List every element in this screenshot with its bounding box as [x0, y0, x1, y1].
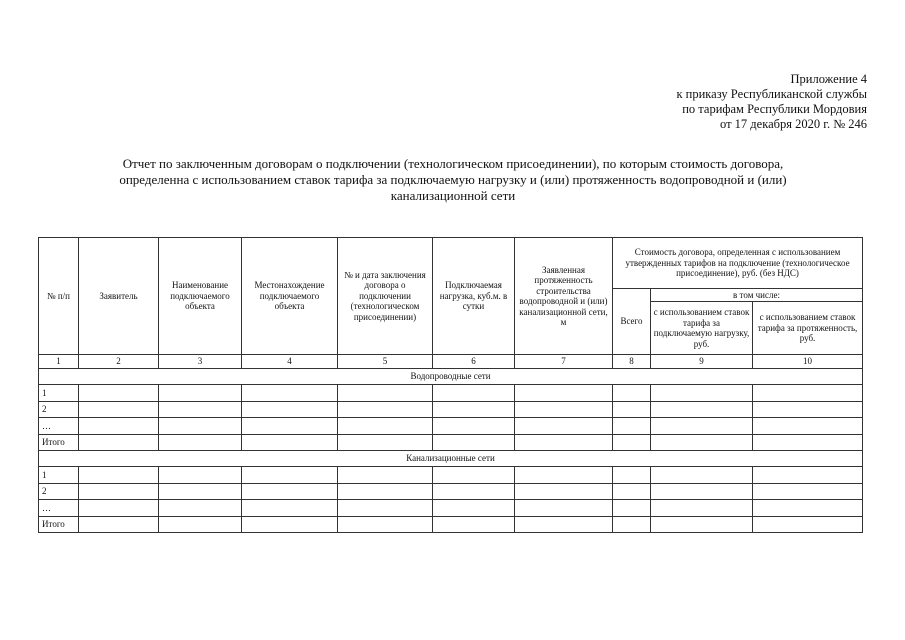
row-label: 2: [39, 483, 79, 500]
empty-cell: [753, 516, 863, 533]
document-header: [676, 72, 867, 132]
empty-cell: [338, 483, 433, 500]
empty-cell: [242, 434, 338, 451]
empty-cell: [79, 467, 159, 484]
empty-cell: [515, 467, 613, 484]
table-row: [39, 434, 863, 451]
table-row: [39, 516, 863, 533]
empty-cell: [242, 418, 338, 435]
empty-cell: [753, 385, 863, 402]
empty-cell: [753, 467, 863, 484]
empty-cell: [338, 385, 433, 402]
header-contract-cost: Стоимость договора, определенная с использованием утвержденных тарифов на подключение (технологическое присоединение), руб. (без НДС): [613, 238, 863, 289]
empty-cell: [613, 418, 651, 435]
table-row: [39, 500, 863, 517]
empty-cell: [753, 483, 863, 500]
empty-cell: [242, 401, 338, 418]
report-title: [40, 156, 866, 204]
empty-cell: [159, 401, 242, 418]
header-connected-load: Подключаемая нагрузка, куб.м. в сутки: [433, 238, 515, 355]
table-row: [39, 401, 863, 418]
empty-cell: [242, 467, 338, 484]
header-object-location: Местонахождение подключаемого объекта: [242, 238, 338, 355]
empty-cell: [515, 516, 613, 533]
header-applicant: Заявитель: [79, 238, 159, 355]
row-label: …: [39, 418, 79, 435]
empty-cell: [651, 385, 753, 402]
empty-cell: [79, 516, 159, 533]
empty-cell: [515, 385, 613, 402]
column-number: 1: [39, 355, 79, 369]
empty-cell: [79, 418, 159, 435]
column-number: 3: [159, 355, 242, 369]
empty-cell: [515, 434, 613, 451]
empty-cell: [433, 500, 515, 517]
empty-cell: [613, 401, 651, 418]
empty-cell: [338, 500, 433, 517]
empty-cell: [338, 434, 433, 451]
section-title: Канализационные сети: [39, 451, 863, 467]
column-number: 2: [79, 355, 159, 369]
empty-cell: [338, 401, 433, 418]
order-date-number: от 17 декабря 2020 г. № 246: [719, 117, 867, 131]
empty-cell: [242, 483, 338, 500]
empty-cell: [433, 418, 515, 435]
empty-cell: [338, 467, 433, 484]
report-title-line: Отчет по заключенным договорам о подключении (технологическом присоединении), по которым стоимость договора,: [122, 156, 784, 171]
section-header-row: [39, 369, 863, 385]
empty-cell: [613, 500, 651, 517]
table-row: [39, 483, 863, 500]
empty-cell: [79, 500, 159, 517]
empty-cell: [159, 467, 242, 484]
empty-cell: [338, 418, 433, 435]
row-label: Итого: [39, 516, 79, 533]
header-total: Всего: [613, 289, 651, 355]
report-title-line: канализационной сети: [390, 188, 516, 203]
empty-cell: [433, 467, 515, 484]
empty-cell: [515, 500, 613, 517]
empty-cell: [338, 516, 433, 533]
empty-cell: [651, 418, 753, 435]
empty-cell: [433, 385, 515, 402]
header-including: в том числе:: [651, 289, 863, 302]
table-row: [39, 418, 863, 435]
header-contract-number-date: № и дата заключения договора о подключении (технологическом присоединении): [338, 238, 433, 355]
report-table: [38, 237, 863, 533]
empty-cell: [753, 500, 863, 517]
empty-cell: [753, 401, 863, 418]
agency-name: по тарифам Республики Мордовия: [682, 102, 867, 116]
empty-cell: [651, 500, 753, 517]
empty-cell: [651, 483, 753, 500]
empty-cell: [79, 434, 159, 451]
empty-cell: [79, 483, 159, 500]
empty-cell: [159, 434, 242, 451]
row-label: …: [39, 500, 79, 517]
empty-cell: [613, 434, 651, 451]
header-row-number: № п/п: [39, 238, 79, 355]
header-object-name: Наименование подключаемого объекта: [159, 238, 242, 355]
column-number: 6: [433, 355, 515, 369]
section-header-row: [39, 451, 863, 467]
empty-cell: [753, 434, 863, 451]
column-number: 5: [338, 355, 433, 369]
header-cost-by-length: с использованием ставок тарифа за протяженность, руб.: [753, 302, 863, 355]
empty-cell: [651, 401, 753, 418]
order-reference: к приказу Республиканской службы: [676, 87, 867, 101]
column-number: 10: [753, 355, 863, 369]
empty-cell: [159, 500, 242, 517]
table-row: [39, 467, 863, 484]
empty-cell: [79, 401, 159, 418]
row-label: 1: [39, 385, 79, 402]
column-number: 7: [515, 355, 613, 369]
empty-cell: [651, 516, 753, 533]
empty-cell: [515, 483, 613, 500]
empty-cell: [753, 418, 863, 435]
empty-cell: [159, 385, 242, 402]
empty-cell: [79, 385, 159, 402]
empty-cell: [159, 418, 242, 435]
empty-cell: [242, 385, 338, 402]
column-number: 4: [242, 355, 338, 369]
header-cost-by-load: с использованием ставок тарифа за подключаемую нагрузку, руб.: [651, 302, 753, 355]
empty-cell: [433, 516, 515, 533]
empty-cell: [433, 434, 515, 451]
column-number: 8: [613, 355, 651, 369]
empty-cell: [613, 385, 651, 402]
empty-cell: [613, 467, 651, 484]
section-title: Водопроводные сети: [39, 369, 863, 385]
empty-cell: [651, 434, 753, 451]
column-number-row: [39, 355, 863, 369]
empty-cell: [613, 483, 651, 500]
row-label: Итого: [39, 434, 79, 451]
appendix-label: Приложение 4: [790, 72, 867, 86]
empty-cell: [651, 467, 753, 484]
empty-cell: [242, 500, 338, 517]
empty-cell: [159, 516, 242, 533]
empty-cell: [515, 418, 613, 435]
empty-cell: [159, 483, 242, 500]
row-label: 2: [39, 401, 79, 418]
header-network-length: Заявленная протяженность строительства водопроводной и (или) канализационной сети, м: [515, 238, 613, 355]
report-title-line: определенна с использованием ставок тарифа за подключаемую нагрузку и (или) протяженность водопроводной и (или): [119, 172, 787, 187]
empty-cell: [433, 401, 515, 418]
empty-cell: [433, 483, 515, 500]
row-label: 1: [39, 467, 79, 484]
empty-cell: [242, 516, 338, 533]
table-row: [39, 385, 863, 402]
empty-cell: [515, 401, 613, 418]
empty-cell: [613, 516, 651, 533]
column-number: 9: [651, 355, 753, 369]
